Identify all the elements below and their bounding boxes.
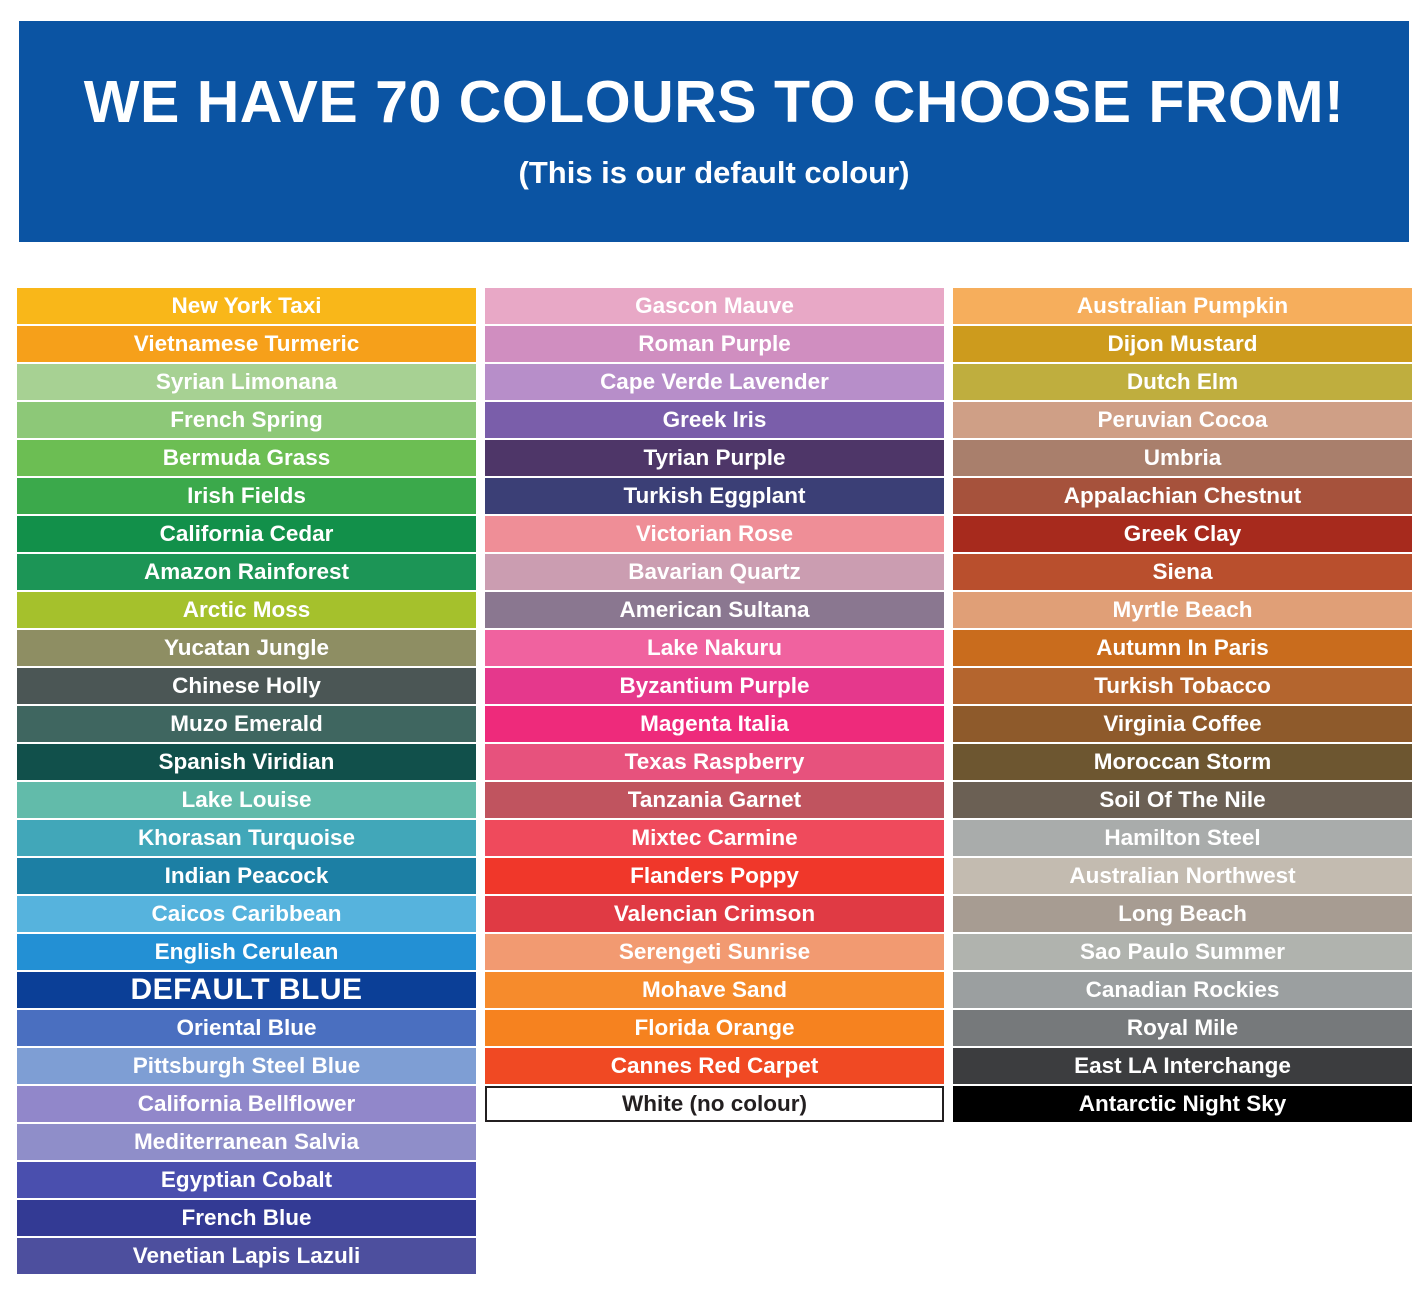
- colour-swatch[interactable]: [953, 440, 1412, 476]
- column-1: [17, 288, 476, 1274]
- column-3: [953, 288, 1412, 1274]
- colour-swatch-label: Muzo Emerald: [170, 710, 323, 736]
- colour-swatch[interactable]: [17, 1086, 476, 1122]
- colour-swatch-label: Yucatan Jungle: [163, 634, 330, 660]
- colour-swatch-label: Umbria: [1143, 444, 1222, 470]
- colour-swatch-label: French Spring: [170, 406, 323, 432]
- colour-swatch-label: Texas Raspberry: [624, 748, 805, 774]
- colour-swatch[interactable]: [17, 1124, 476, 1160]
- colour-swatch[interactable]: [953, 630, 1412, 666]
- colour-swatch-label: Siena: [1152, 558, 1213, 584]
- colour-swatch-label: Peruvian Cocoa: [1097, 406, 1268, 432]
- colour-swatch[interactable]: [17, 668, 476, 704]
- colour-swatch[interactable]: [17, 744, 476, 780]
- colour-swatch[interactable]: [953, 364, 1412, 400]
- colour-swatch[interactable]: [485, 592, 944, 628]
- colour-swatch[interactable]: [17, 820, 476, 856]
- colour-swatch-label: Tanzania Garnet: [627, 786, 802, 812]
- colour-swatch[interactable]: [953, 668, 1412, 704]
- colour-swatch-label: Cannes Red Carpet: [610, 1052, 819, 1078]
- colour-swatch[interactable]: [17, 288, 476, 324]
- colour-swatch-label: Cape Verde Lavender: [600, 368, 829, 394]
- colour-swatch-label: Autumn In Paris: [1096, 634, 1269, 660]
- colour-swatch[interactable]: [17, 478, 476, 514]
- colour-swatch-label: Valencian Crimson: [613, 900, 816, 926]
- colour-swatch[interactable]: [485, 554, 944, 590]
- colour-swatch[interactable]: [17, 326, 476, 362]
- colour-swatch-label: Antarctic Night Sky: [1078, 1090, 1287, 1116]
- colour-swatch-label: Australian Northwest: [1069, 862, 1296, 888]
- colour-swatch[interactable]: [485, 478, 944, 514]
- colour-swatch-label: Indian Peacock: [164, 862, 329, 888]
- colour-swatch[interactable]: [17, 630, 476, 666]
- colour-swatch[interactable]: [485, 630, 944, 666]
- colour-swatch-label: Caicos Caribbean: [151, 900, 342, 926]
- colour-swatch[interactable]: [953, 744, 1412, 780]
- colour-swatch-label: Pittsburgh Steel Blue: [132, 1052, 361, 1078]
- colour-swatch-label: Royal Mile: [1126, 1014, 1239, 1040]
- colour-swatch[interactable]: [485, 934, 944, 970]
- colour-swatch[interactable]: [485, 896, 944, 932]
- colour-swatch-label: French Blue: [181, 1204, 312, 1230]
- colour-swatch[interactable]: [953, 972, 1412, 1008]
- colour-swatch[interactable]: [485, 440, 944, 476]
- colour-swatch-label: Spanish Viridian: [158, 748, 335, 774]
- colour-swatch-label: Moroccan Storm: [1093, 748, 1272, 774]
- colour-swatch-label: Sao Paulo Summer: [1079, 938, 1286, 964]
- colour-swatch[interactable]: [485, 1086, 944, 1122]
- colour-swatch-label: Khorasan Turquoise: [137, 824, 356, 850]
- colour-swatch-label: Myrtle Beach: [1112, 596, 1253, 622]
- colour-swatch-label: Roman Purple: [638, 330, 791, 356]
- colour-swatch[interactable]: [485, 1010, 944, 1046]
- colour-swatch-label: Gascon Mauve: [635, 292, 794, 318]
- colour-swatch[interactable]: [17, 440, 476, 476]
- colour-swatch[interactable]: [17, 1238, 476, 1274]
- page-subtitle: (This is our default colour): [518, 155, 910, 191]
- colour-swatch-label: Long Beach: [1118, 900, 1247, 926]
- colour-swatch[interactable]: [953, 1048, 1412, 1084]
- colour-swatch-label: English Cerulean: [154, 938, 339, 964]
- colour-swatch-label: Egyptian Cobalt: [160, 1166, 333, 1192]
- colour-swatch[interactable]: [953, 516, 1412, 552]
- colour-swatch[interactable]: [17, 858, 476, 894]
- colour-swatch-label: Appalachian Chestnut: [1063, 482, 1302, 508]
- colour-swatch-label: Lake Nakuru: [646, 634, 783, 660]
- colour-swatch[interactable]: [17, 706, 476, 742]
- colour-swatch[interactable]: [953, 934, 1412, 970]
- colour-swatch[interactable]: [485, 706, 944, 742]
- colour-swatch-label: Dutch Elm: [1126, 368, 1239, 394]
- colour-swatch-label: Serengeti Sunrise: [618, 938, 811, 964]
- colour-swatch-label: Canadian Rockies: [1085, 976, 1280, 1002]
- colour-swatch-label: Dijon Mustard: [1107, 330, 1258, 356]
- colour-swatch-label: Victorian Rose: [635, 520, 794, 546]
- colour-swatch[interactable]: [17, 364, 476, 400]
- colour-swatch[interactable]: [953, 1086, 1412, 1122]
- colour-swatch[interactable]: [953, 402, 1412, 438]
- colour-swatch-label: Turkish Tobacco: [1094, 672, 1271, 698]
- colour-swatch-label: Mixtec Carmine: [631, 824, 798, 850]
- colour-swatch-label: Australian Pumpkin: [1076, 292, 1289, 318]
- colour-swatch[interactable]: [485, 402, 944, 438]
- colour-swatch[interactable]: [485, 1048, 944, 1084]
- colour-swatch-label: Flanders Poppy: [630, 862, 799, 888]
- colour-swatch[interactable]: [953, 288, 1412, 324]
- colour-swatch[interactable]: [485, 364, 944, 400]
- colour-swatch-label: Byzantium Purple: [619, 672, 810, 698]
- colour-swatch[interactable]: [17, 554, 476, 590]
- colour-swatch[interactable]: [485, 288, 944, 324]
- colour-swatch[interactable]: [17, 972, 476, 1008]
- colour-swatch[interactable]: [953, 1010, 1412, 1046]
- colour-swatch[interactable]: [485, 820, 944, 856]
- colour-swatch[interactable]: [17, 934, 476, 970]
- header-banner: [19, 21, 1409, 242]
- page-title: WE HAVE 70 COLOURS TO CHOOSE FROM!: [83, 68, 1345, 135]
- colour-swatch[interactable]: [485, 668, 944, 704]
- colour-swatch-label: Magenta Italia: [640, 710, 789, 736]
- colour-swatch[interactable]: [953, 554, 1412, 590]
- colour-swatch[interactable]: [485, 516, 944, 552]
- colour-swatch[interactable]: [17, 592, 476, 628]
- colour-swatch[interactable]: [953, 896, 1412, 932]
- colour-swatch[interactable]: [953, 782, 1412, 818]
- colour-swatch[interactable]: [17, 782, 476, 818]
- colour-swatch-label: Tyrian Purple: [643, 444, 786, 470]
- colour-swatch[interactable]: [485, 744, 944, 780]
- colour-swatch-label: Oriental Blue: [176, 1014, 317, 1040]
- colour-swatch[interactable]: [953, 820, 1412, 856]
- colour-swatch[interactable]: [485, 326, 944, 362]
- colour-swatch-label: Chinese Holly: [172, 672, 321, 698]
- colour-swatch-label: Virginia Coffee: [1103, 710, 1262, 736]
- colour-swatch-label: Hamilton Steel: [1104, 824, 1261, 850]
- colour-swatch[interactable]: [953, 478, 1412, 514]
- colour-swatch-label: Syrian Limonana: [155, 368, 338, 394]
- colour-swatch[interactable]: [485, 972, 944, 1008]
- colour-swatch[interactable]: [17, 516, 476, 552]
- colour-swatch[interactable]: [17, 402, 476, 438]
- colour-swatch[interactable]: [17, 1010, 476, 1046]
- colour-swatch-label: California Bellflower: [137, 1090, 356, 1116]
- colour-swatch-label: Florida Orange: [634, 1014, 795, 1040]
- colour-swatch[interactable]: [953, 326, 1412, 362]
- colour-swatch-label: California Cedar: [159, 520, 334, 546]
- colour-swatch[interactable]: [953, 592, 1412, 628]
- colour-swatch[interactable]: [953, 706, 1412, 742]
- colour-swatch-label: Arctic Moss: [182, 596, 311, 622]
- colour-swatch-label: Bavarian Quartz: [628, 558, 801, 584]
- colour-swatch-label: White (no colour): [622, 1090, 807, 1116]
- colour-swatch-label: Turkish Eggplant: [623, 482, 806, 508]
- colour-swatch[interactable]: [485, 782, 944, 818]
- colour-swatch-grid: [17, 288, 1413, 1274]
- colour-swatch-label: New York Taxi: [171, 292, 322, 318]
- colour-swatch[interactable]: [485, 858, 944, 894]
- colour-swatch-label: Amazon Rainforest: [143, 558, 350, 584]
- colour-swatch-label: Soil Of The Nile: [1099, 786, 1266, 812]
- colour-swatch-label: Greek Clay: [1123, 520, 1242, 546]
- colour-swatch-label: Mediterranean Salvia: [133, 1128, 360, 1154]
- colour-swatch-label: Vietnamese Turmeric: [133, 330, 360, 356]
- colour-swatch-label: Lake Louise: [181, 786, 312, 812]
- colour-swatch[interactable]: [17, 896, 476, 932]
- colour-swatch[interactable]: [17, 1162, 476, 1198]
- colour-swatch[interactable]: [953, 858, 1412, 894]
- colour-swatch-label: Irish Fields: [187, 482, 306, 508]
- colour-swatch-label: Venetian Lapis Lazuli: [132, 1242, 361, 1268]
- colour-swatch-label: Greek Iris: [662, 406, 767, 432]
- colour-swatch-label: American Sultana: [619, 596, 810, 622]
- colour-swatch[interactable]: [17, 1048, 476, 1084]
- colour-swatch-label: DEFAULT BLUE: [130, 973, 363, 1006]
- colour-swatch-label: Bermuda Grass: [162, 444, 331, 470]
- colour-swatch[interactable]: [17, 1200, 476, 1236]
- colour-swatch-label: Mohave Sand: [641, 976, 788, 1002]
- colour-swatch-label: East LA Interchange: [1074, 1052, 1291, 1078]
- column-2: [485, 288, 944, 1274]
